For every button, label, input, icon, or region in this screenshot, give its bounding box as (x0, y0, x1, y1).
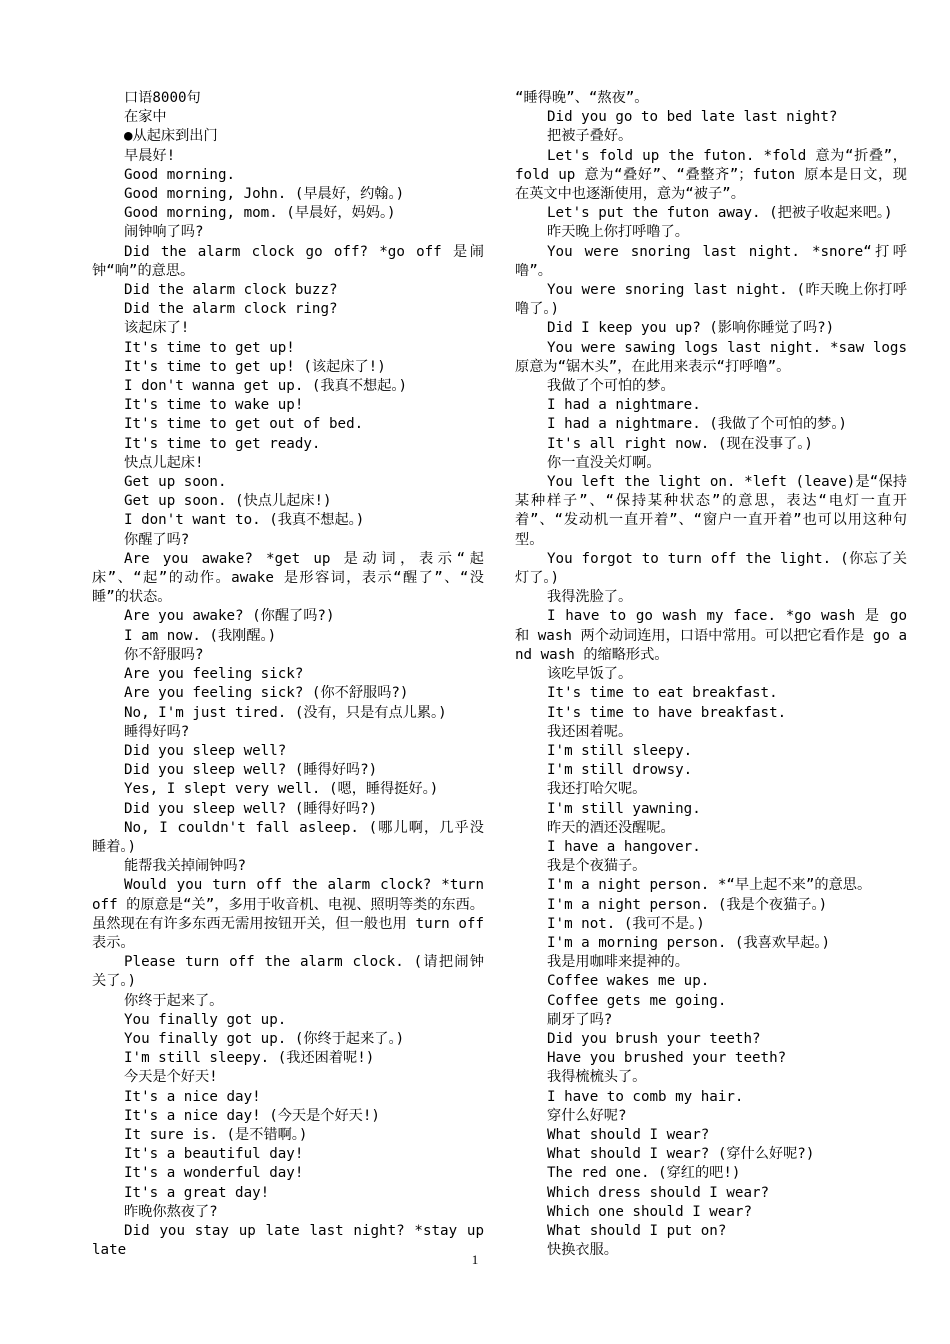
paragraph: It's time to get ready. (124, 435, 321, 452)
paragraph: You were snoring last night. (昨天晚上你打呼噜了。) (515, 282, 907, 318)
paragraph: Have you brushed your teeth? (547, 1050, 787, 1067)
paragraph: What should I wear? (穿什么好呢?) (547, 1146, 815, 1163)
paragraph: 早晨好! (124, 147, 176, 164)
paragraph: Coffee gets me going. (547, 992, 727, 1009)
paragraph: Good morning, John. (早晨好，约翰。) (124, 186, 405, 203)
paragraph: Get up soon. (快点儿起床!) (124, 493, 332, 510)
paragraph: It's time to have breakfast. (547, 704, 787, 721)
paragraph: It's time to wake up! (124, 397, 304, 414)
paragraph: 该吃早饭了。 (547, 666, 633, 683)
paragraph: 你醒了吗? (124, 531, 190, 548)
paragraph: It sure is. (是不错啊。) (124, 1126, 308, 1143)
paragraph: Get up soon. (124, 474, 227, 491)
paragraph: 昨晚你熬夜了? (124, 1203, 218, 1220)
paragraph: I am now. (我刚醒。) (124, 627, 277, 644)
paragraph: I don't wanna get up. (我真不想起。) (124, 378, 408, 395)
paragraph: Which one should I wear? (547, 1203, 752, 1220)
paragraph: It's time to eat breakfast. (547, 685, 778, 702)
paragraph: I have to comb my hair. (547, 1088, 744, 1105)
paragraph: No, I couldn't fall asleep. (哪儿啊，几乎没睡着。) (92, 819, 484, 855)
paragraph: 穿什么好呢? (547, 1107, 627, 1124)
paragraph: 快点儿起床! (124, 454, 204, 471)
paragraph: 在家中 (124, 109, 167, 126)
paragraph: Did you brush your teeth? (547, 1030, 761, 1047)
paragraph: Please turn off the alarm clock. (请把闹钟关了。) (92, 954, 484, 990)
paragraph: The red one. (穿红的吧!) (547, 1165, 741, 1182)
paragraph: It's time to get out of bed. (124, 416, 364, 433)
paragraph: You forgot to turn off the light. (你忘了关灯了。) (515, 550, 907, 587)
paragraph: Did the alarm clock ring? (124, 301, 338, 318)
paragraph: It's a wonderful day! (124, 1165, 304, 1182)
paragraph: You were sawing logs last night. *saw logs 原意为“锯木头”，在此用来表示“打呼噜”。 (515, 339, 907, 375)
paragraph: It's all right now. (现在没事了。) (547, 435, 813, 452)
paragraph: 昨天晚上你打呼噜了。 (547, 224, 689, 241)
paragraph: I'm still sleepy. (547, 742, 693, 759)
paragraph: You finally got up. (124, 1011, 287, 1028)
paragraph: Did the alarm clock go off? *go off 是闹钟“响”的意思。 (92, 243, 484, 279)
paragraph: Let's fold up the futon. *fold 意为“折叠”，fold up 意为“叠好”、“叠整齐”；futon 原本是日文，现在英文中也逐渐使用，意为“被子”。 (515, 147, 907, 203)
paragraph: It's a nice day! (今天是个好天!) (124, 1107, 380, 1124)
paragraph: It's time to get up! (124, 339, 295, 356)
paragraph: I'm still drowsy. (547, 762, 693, 779)
paragraph: Did I keep you up? (影响你睡觉了吗?) (547, 320, 835, 337)
paragraph: 快换衣服。 (547, 1242, 618, 1259)
paragraph: 能帮我关掉闹钟吗? (124, 858, 247, 875)
paragraph: 把被子叠好。 (547, 128, 633, 145)
paragraph: 我做了个可怕的梦。 (547, 378, 675, 395)
paragraph: Are you feeling sick? (124, 666, 304, 683)
paragraph: Let's put the futon away. (把被子收起来吧。) (547, 205, 893, 222)
paragraph: 该起床了! (124, 320, 190, 337)
paragraph: I had a nightmare. (我做了个可怕的梦。) (547, 416, 847, 433)
paragraph: Did you sleep well? (睡得好吗?) (124, 762, 378, 779)
paragraph: It's a beautiful day! (124, 1146, 304, 1163)
paragraph: Are you awake? *get up 是动词，表示“起床”、“起”的动作。awake 是形容词，表示“醒了”、“没睡”的状态。 (92, 550, 484, 606)
paragraph: I had a nightmare. (547, 397, 701, 414)
paragraph: 你终于起来了。 (124, 992, 224, 1009)
paragraph: You left the light on. *left (leave)是“保持某种样子”、“保持某种状态”的意思，表达“电灯一直开着”、“发动机一直开着”、“窗户一直开着”也可以用这种句型。 (515, 474, 907, 548)
paragraph-continuation: “睡得晚”、“熬夜”。 (515, 90, 649, 106)
paragraph: ●从起床到出门 (124, 128, 218, 145)
paragraph: I don't want to. (我真不想起。) (124, 512, 365, 529)
paragraph: 你不舒服吗? (124, 646, 204, 663)
paragraph: I have a hangover. (547, 838, 701, 855)
paragraph: 我得洗脸了。 (547, 589, 633, 606)
paragraph: It's time to get up! (该起床了!) (124, 358, 386, 375)
right-column (515, 89, 907, 1260)
paragraph: 我还打哈欠呢。 (547, 781, 647, 798)
paragraph: I'm a night person. *“早上起不来”的意思。 (547, 877, 872, 894)
paragraph: I have to go wash my face. *go wash 是 go 和 wash 两个动词连用，口语中常用。可以把它看作是 go and wash 的缩略形式。 (515, 608, 907, 663)
paragraph: You were snoring last night. *snore“打呼噜”。 (515, 243, 907, 279)
paragraph: Are you awake? (你醒了吗?) (124, 608, 335, 625)
paragraph: Are you feeling sick? (你不舒服吗?) (124, 685, 409, 702)
paragraph: You finally got up. (你终于起来了。) (124, 1030, 405, 1047)
paragraph: I'm not. (我可不是。) (547, 915, 705, 932)
page-number: 1 (471, 1252, 479, 1267)
paragraph: Good morning, mom. (早晨好，妈妈。) (124, 205, 396, 222)
paragraph: I'm a morning person. (我喜欢早起。) (547, 934, 831, 951)
paragraph: 刷牙了吗? (547, 1011, 613, 1028)
paragraph: I'm still yawning. (547, 800, 701, 817)
paragraph: Did you sleep well? (睡得好吗?) (124, 800, 378, 817)
paragraph: Good morning. (124, 166, 236, 183)
paragraph: 我是用咖啡来提神的。 (547, 954, 689, 971)
paragraph: 我还困着呢。 (547, 723, 633, 740)
paragraph: What should I wear? (547, 1126, 710, 1143)
paragraph: 闹钟响了吗? (124, 224, 204, 241)
paragraph: Did you go to bed late last night? (547, 109, 838, 126)
paragraph: 你一直没关灯啊。 (547, 454, 661, 471)
paragraph: 我得梳梳头了。 (547, 1069, 647, 1086)
paragraph: 口语8000句 (124, 90, 201, 106)
paragraph: Coffee wakes me up. (547, 973, 710, 990)
paragraph: What should I put on? (547, 1222, 727, 1239)
paragraph: Did you sleep well? (124, 742, 287, 759)
paragraph: I'm still sleepy. (我还困着呢!) (124, 1050, 375, 1067)
paragraph: It's a nice day! (124, 1088, 261, 1105)
paragraph: 睡得好吗? (124, 723, 190, 740)
paragraph: 昨天的酒还没醒呢。 (547, 819, 675, 836)
paragraph: Would you turn off the alarm clock? *turn off 的原意是“关”，多用于收音机、电视、照明等类的东西。虽然现在有许多东西无需用按钮开关，但一般也用 turn off 表示。 (92, 877, 484, 951)
paragraph: 今天是个好天! (124, 1069, 218, 1086)
paragraph: Which dress should I wear? (547, 1184, 770, 1201)
paragraph: Did the alarm clock buzz? (124, 282, 338, 299)
paragraph: It's a great day! (124, 1184, 270, 1201)
paragraph: Did you stay up late last night? *stay up late (92, 1222, 484, 1259)
paragraph: No, I'm just tired. (没有，只是有点儿累。) (124, 704, 447, 721)
paragraph: Yes, I slept very well. (嗯，睡得挺好。) (124, 781, 439, 798)
left-column (92, 89, 484, 1260)
paragraph: 我是个夜猫子。 (547, 858, 647, 875)
paragraph: I'm a night person. (我是个夜猫子。) (547, 896, 828, 913)
